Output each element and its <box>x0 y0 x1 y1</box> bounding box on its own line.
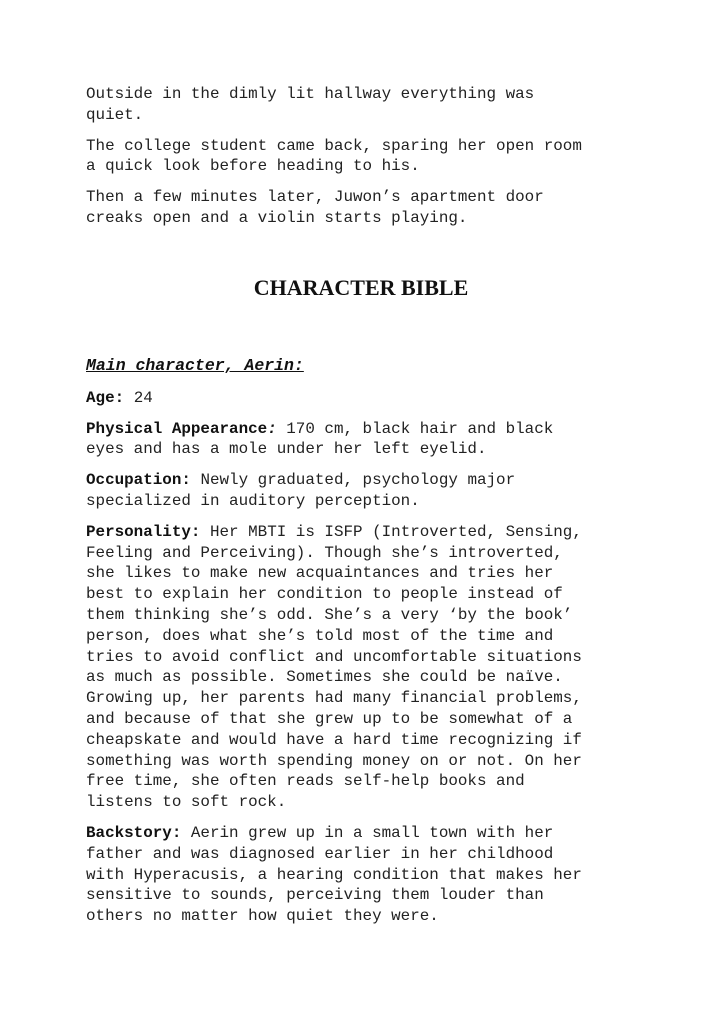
narrative-paragraph-1: Outside in the dimly lit hallway everything was quiet. <box>86 85 535 124</box>
age-value: 24 <box>124 388 153 407</box>
personality-label: Personality: <box>86 522 201 541</box>
narrative-paragraph-3: Then a few minutes later, Juwon’s apartment door creaks open and a violin starts playing. <box>86 188 544 227</box>
appearance-field <box>86 419 636 461</box>
character-bible-heading: CHARACTER BIBLE <box>253 274 469 300</box>
main-character-title: Main character, Aerin: <box>86 355 304 375</box>
occupation-field <box>86 470 636 512</box>
personality-field <box>86 522 636 813</box>
document-page <box>86 84 636 937</box>
age-label: Age: <box>86 388 125 407</box>
occupation-value: Newly graduated, psychology major specialized in auditory perception. <box>86 471 516 510</box>
appearance-label: Physical Appearance <box>86 419 268 438</box>
backstory-field <box>86 823 636 927</box>
occupation-label: Occupation: <box>86 471 191 490</box>
age-field <box>86 388 636 409</box>
backstory-label: Backstory: <box>86 823 182 842</box>
appearance-colon: : <box>267 419 277 438</box>
narrative-paragraph-2: The college student came back, sparing her open room a quick look before heading to his. <box>86 136 582 176</box>
backstory-value: Aerin grew up in a small town with her father and was diagnosed earlier in her childhood with Hyperacusis, a hearing condition that makes her sensitive to sounds, perceiving them louder than others no matter how quiet they were. <box>86 823 582 926</box>
appearance-value: 170 cm, black hair and black eyes and has a mole under her left eyelid. <box>86 419 554 459</box>
character-fields <box>86 388 636 927</box>
personality-value: Her MBTI is ISFP (Introverted, Sensing, Feeling and Perceiving). Though she’s introverted, she likes to make new acquaintances and tries her best to explain her condition to people instead of them thinking she’s odd. She’s a very ‘by the book’ person, does what she’s told most of the time and tries to avoid conflict and uncomfortable situations as much as possible. Sometimes she could be naïve. Growing up, her parents had many financial problems, and because of that she grew up to be somewhat of a cheapskate and would have a hard time recognizing if something was worth spending money on or not. On her free time, she often reads self-help books and listens to soft rock. <box>86 522 582 812</box>
